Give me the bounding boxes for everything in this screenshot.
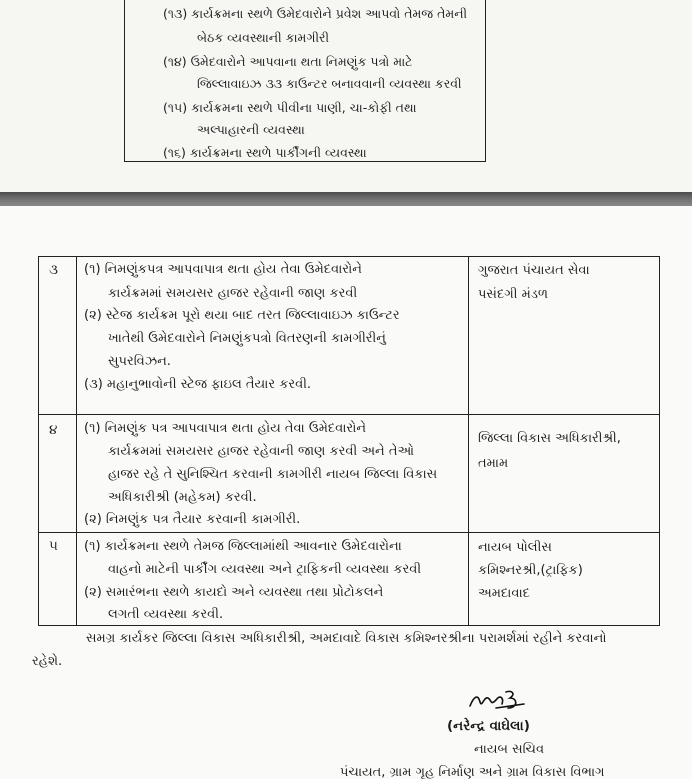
task-line: (૧૫) કાર્યક્રમના સ્થળે પીવીના પાણી, ચા-કોફી તથા — [163, 100, 417, 115]
footer-note-line: રહેશે. — [32, 654, 63, 669]
task-line: બેઠક વ્યવસ્થાની કામગીરી — [197, 30, 330, 45]
task-line: (૧૩) કાર્યક્રમના સ્થળે ઉમેદવારોને પ્રવેશ આપવો તેમજ તેમની — [163, 6, 468, 21]
task-line: (૨) સમારંભના સ્થળે કાયદો અને વ્યવસ્થા તથા પ્રોટોકલને — [84, 585, 384, 600]
officer-line: નાયબ પોલીસ — [478, 540, 552, 555]
task-line: કાર્યક્રમમાં સમયસર હાજર રહેવાની જાણ કરવી અને તેઓ — [108, 444, 415, 459]
task-line: ખાતેથી ઉમેદવારોને નિમણુંકપત્રો વિતરણની કામગીરીનું — [108, 331, 386, 346]
task-line: (૧) નિમણુંક પત્ર આપવાપાત્ર થતા હોય તેવા ઉમેદવારોને — [84, 421, 367, 436]
officer-line: તમામ — [478, 456, 509, 471]
row-number: ૪ — [49, 422, 58, 438]
continued-table-cell — [124, 0, 486, 162]
task-line: (૧૬) કાર્યક્રમના સ્થળે પાર્કીંગની વ્યવસ્થા — [163, 145, 367, 160]
officer-line: પસંદગી મંડળ — [478, 287, 549, 302]
task-line: જિલ્લાવાઇઝ ૩૩ કાઉન્ટર બનાવવાની વ્યવસ્થા કરવી — [197, 76, 462, 91]
responsibility-table — [38, 256, 660, 626]
page-separator — [0, 192, 692, 206]
task-line: લગતી વ્યવસ્થા કરવી. — [108, 607, 224, 622]
row-number: ૩ — [49, 262, 58, 278]
officer-line: ગુજરાત પંચાયત સેવા — [478, 263, 590, 278]
task-line: સુપરવિઝન. — [108, 354, 171, 369]
task-line: (૧) કાર્યક્રમના સ્થળે તેમજ જિલ્લામાંથી આવનાર ઉમેદવારોના — [84, 539, 402, 554]
task-line: (૩) મહાનુભાવોની સ્ટેજ ફાઇલ તૈયાર કરવી. — [84, 377, 312, 392]
task-line: અલ્પાહારની વ્યવસ્થા — [197, 122, 305, 137]
task-line: (૨) સ્ટેજ કાર્યક્રમ પૂરો થયા બાદ તરત જિલ્લાવાઇઝ કાઉન્ટર — [84, 308, 400, 323]
signatory-department: પંચાયત, ગ્રામ ગૃહ નિર્માણ અને ગ્રામ વિકાસ વિભાગ — [340, 765, 605, 780]
officer-line: જિલ્લા વિકાસ અધિકારીશ્રી, — [478, 431, 621, 446]
officer-line: કમિશ્નરશ્રી,(ટ્રાફિક) — [478, 563, 583, 578]
task-line: (૨) નિમણુંક પત્ર તૈયાર કરવાની કામગીરી. — [84, 512, 301, 527]
signatory-designation: નાયબ સચિવ — [474, 742, 545, 757]
footer-note-line: સમગ્ર કાર્યકર જિલ્લા વિકાસ અધિકારીશ્રી, અમદાવાદે વિકાસ કમિશ્નરશ્રીના પરામર્શમાં રહીને કરવાનો — [86, 631, 607, 646]
signatory-name: (નરેન્દ્ર વાઘેલા) — [447, 718, 530, 734]
task-line: (૧) નિમણુંકપત્ર આપવાપાત્ર થતા હોય તેવા ઉમેદવારોને — [84, 262, 362, 277]
signature-mark — [466, 686, 530, 714]
task-line: વાહનો માટેની પાર્કીંગ વ્યવસ્થા અને ટ્રાફિકની વ્યવસ્થા કરવી — [108, 562, 422, 577]
task-line: કાર્યક્રમમાં સમયસર હાજર રહેવાની જાણ કરવી — [108, 286, 358, 301]
task-line: હાજર રહે તે સુનિશ્ચિત કરવાની કામગીરી નાયબ જિલ્લા વિકાસ — [108, 467, 438, 482]
row-number: ૫ — [49, 538, 58, 554]
previous-page-fragment — [0, 0, 692, 192]
officer-line: અમદાવાદ — [478, 586, 530, 601]
task-line: (૧૪) ઉમેદવારોને આપવાના થતા નિમણુંક પત્રો માટે — [163, 54, 413, 69]
task-line: અધિકારીશ્રી (મહેકમ) કરવી. — [108, 490, 257, 505]
